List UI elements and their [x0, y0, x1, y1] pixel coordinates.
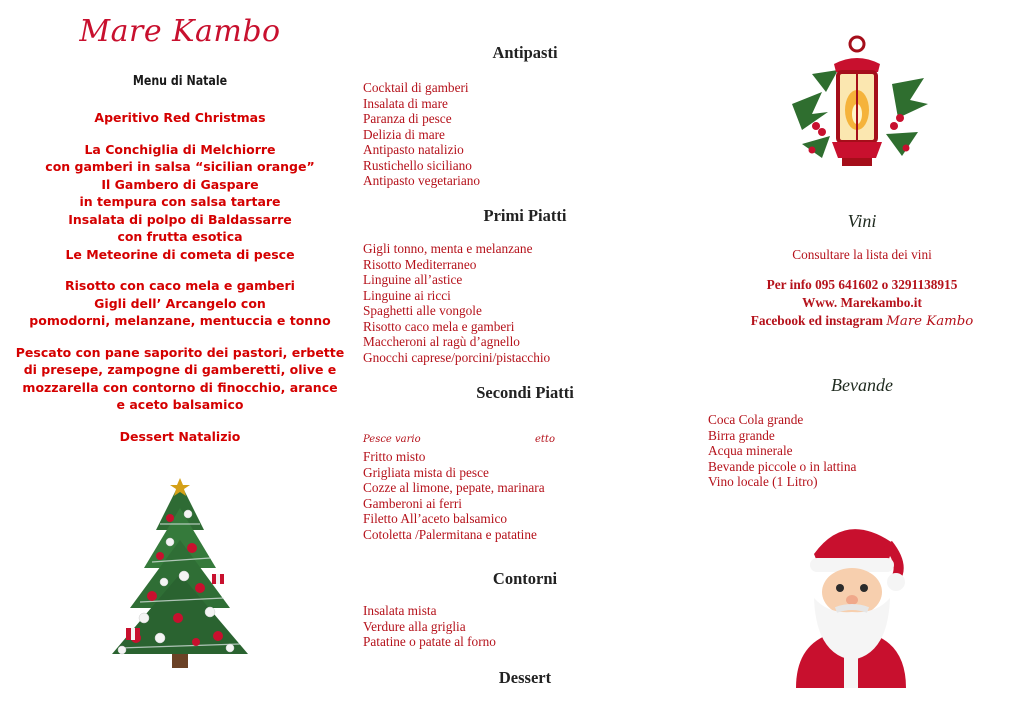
- dessert-title: Dessert: [498, 668, 552, 687]
- menu-line: di presepe, zampogne di gamberetti, olive e: [23, 362, 337, 377]
- list-item: Cocktail di gamberi: [363, 80, 469, 95]
- middle-panel: [350, 0, 700, 724]
- list-item: Linguine all’astice: [363, 272, 463, 287]
- secondi-list: [363, 449, 545, 542]
- list-item: Patatine o patate al forno: [363, 634, 496, 649]
- pesce-vario-line: [363, 434, 563, 445]
- menu-group: [0, 141, 360, 264]
- list-item: Linguine ai ricci: [363, 287, 451, 303]
- social-prefix: Facebook ed instagram: [750, 313, 887, 328]
- list-item: Fritto misto: [363, 449, 426, 464]
- list-item: Delizia di mare: [363, 126, 445, 142]
- vini-text: Consultare la lista dei vini: [792, 247, 932, 262]
- list-item: Gigli tonno, menta e melanzane: [363, 241, 533, 256]
- list-item: Rustichello siciliano: [363, 157, 472, 173]
- menu-subtitle: Menu di Natale: [132, 74, 228, 89]
- menu-group: [0, 344, 360, 414]
- pesce-label: Pesce vario: [363, 434, 421, 445]
- menu-line: Il Gambero di Gaspare: [101, 176, 259, 192]
- santa-icon: [776, 514, 926, 688]
- menu-line: in tempura con salsa tartare: [79, 194, 281, 209]
- menu-line: La Conchiglia di Melchiorre: [84, 141, 276, 157]
- menu-line: con frutta esotica: [117, 229, 243, 244]
- list-item: Coca Cola grande: [708, 412, 804, 427]
- menu-line: Aperitivo Red Christmas: [94, 110, 266, 125]
- list-item: Paranza di pesce: [363, 111, 452, 126]
- contorni-list: [363, 603, 496, 650]
- list-item: Cozze al limone, pepate, marinara: [363, 480, 545, 495]
- christmas-tree-icon: [100, 478, 260, 678]
- list-item: Filetto All’aceto balsamico: [363, 511, 508, 526]
- list-item: Antipasto natalizio: [363, 142, 464, 157]
- list-item: Risotto Mediterraneo: [363, 256, 477, 272]
- antipasti-list: [363, 80, 480, 189]
- list-item: Grigliata mista di pesce: [363, 464, 489, 480]
- list-item: Bevande piccole o in lattina: [708, 458, 857, 474]
- menu-group: [0, 277, 360, 330]
- phone-info: Per info 095 641602 o 3291138915: [766, 277, 958, 292]
- list-item: Cotoletta /Palermitana e patatine: [363, 526, 537, 542]
- menu-line: e aceto balsamico: [116, 397, 244, 412]
- menu-line: Pescato con pane saporito dei pastori, erbette: [15, 344, 345, 360]
- list-item: Antipasto vegetariano: [363, 173, 481, 188]
- lantern-icon: [782, 34, 932, 184]
- brand-logo: Mare Kambo: [79, 14, 281, 49]
- list-item: Verdure alla griglia: [363, 618, 466, 634]
- menu-line: Gigli dell’ Arcangelo con: [94, 295, 266, 311]
- primi-title: Primi Piatti: [483, 206, 567, 225]
- list-item: Gamberoni ai ferri: [363, 495, 462, 511]
- contact-info: [700, 276, 1024, 331]
- bevande-title: Bevande: [831, 375, 893, 395]
- website-info: Www. Marekambo.it: [802, 295, 922, 310]
- contorni-title: Contorni: [492, 569, 558, 588]
- menu-line: con gamberi in salsa “sicilian orange”: [45, 159, 315, 174]
- list-item: Insalata di mare: [363, 95, 448, 111]
- menu-group: [0, 109, 360, 127]
- social-brand: Mare Kambo: [886, 314, 974, 329]
- list-item: Birra grande: [708, 427, 775, 443]
- list-item: Spaghetti alle vongole: [363, 303, 482, 318]
- menu-line: mozzarella con contorno di finocchio, arance: [22, 379, 338, 395]
- menu-line: Insalata di polpo di Baldassarre: [68, 211, 292, 227]
- menu-group: [0, 428, 360, 446]
- list-item: Maccheroni al ragù d’agnello: [363, 334, 520, 349]
- list-item: Vino locale (1 Litro): [708, 474, 818, 489]
- menu-line: Dessert Natalizio: [119, 428, 241, 444]
- secondi-title: Secondi Piatti: [476, 383, 574, 402]
- antipasti-title: Antipasti: [492, 43, 558, 62]
- menu-line: pomodorni, melanzane, mentuccia e tonno: [29, 313, 331, 328]
- primi-list: [363, 241, 550, 365]
- bevande-list: [708, 412, 856, 490]
- menu-line: Risotto con caco mela e gamberi: [65, 278, 295, 293]
- christmas-menu: [0, 109, 360, 459]
- list-item: Acqua minerale: [708, 443, 793, 458]
- social-info: [700, 312, 1024, 331]
- menu-line: Le Meteorine di cometa di pesce: [65, 246, 295, 262]
- left-panel: [0, 0, 360, 724]
- list-item: Risotto caco mela e gamberi: [363, 318, 515, 334]
- vini-title: Vini: [847, 211, 877, 231]
- pesce-unit: etto: [535, 434, 555, 445]
- list-item: Insalata mista: [363, 603, 437, 618]
- list-item: Gnocchi caprese/porcini/pistacchio: [363, 349, 551, 365]
- right-panel: [700, 0, 1024, 724]
